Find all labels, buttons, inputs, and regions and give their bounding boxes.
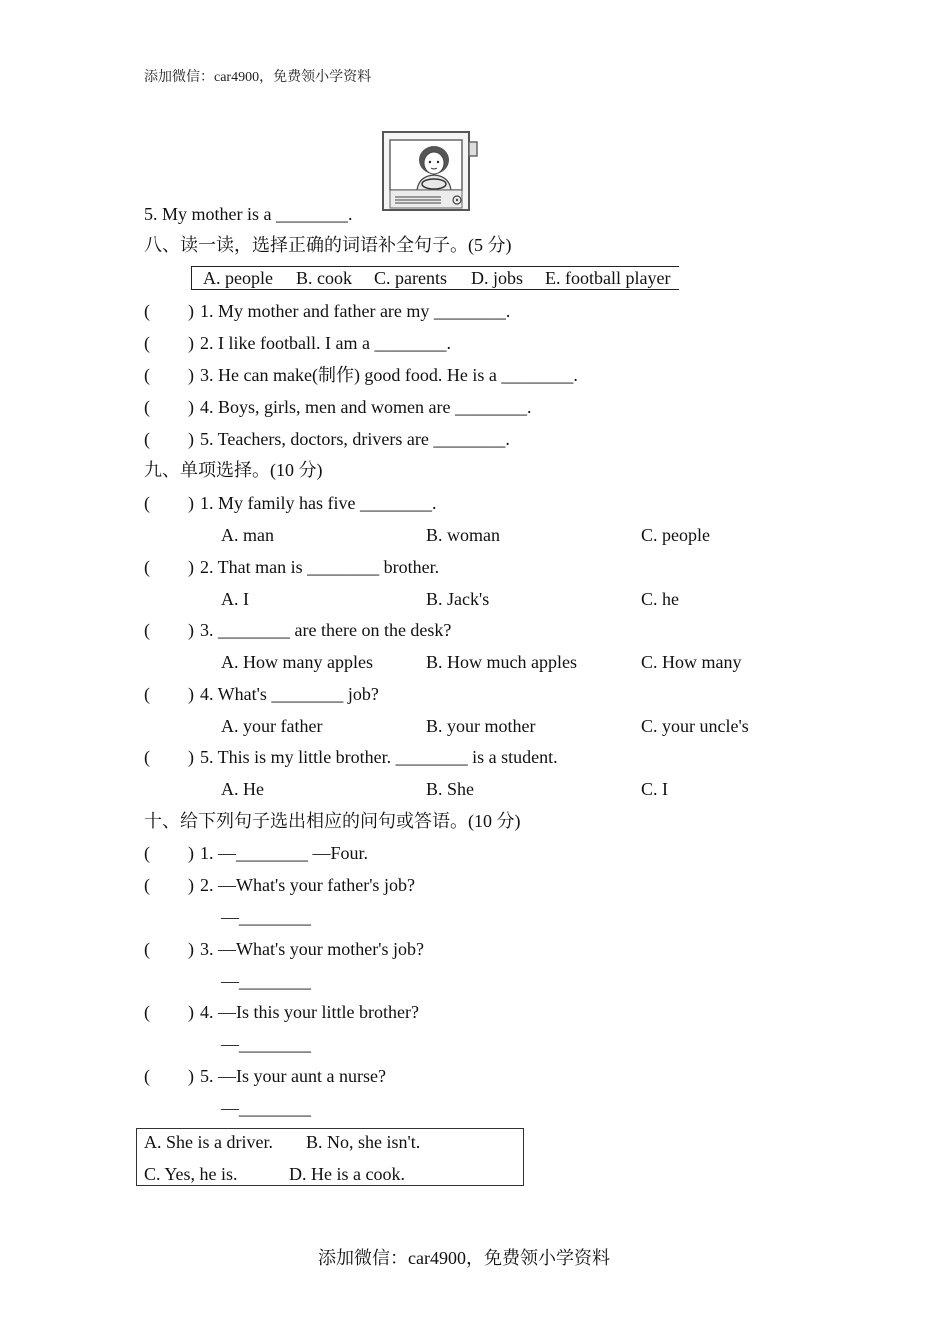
section9-title: 九、单项选择。(10 分) xyxy=(144,460,323,480)
option-b: B. Jack's xyxy=(426,589,490,609)
s10-question: 4. —Is this your little brother? xyxy=(200,1002,419,1022)
s9-question: 1. My family has five ________. xyxy=(200,493,437,513)
section8-title: 八、读一读，选择正确的词语补全句子。(5 分) xyxy=(144,235,512,255)
option-c: C. How many xyxy=(641,652,742,672)
option-c: C. Yes, he is. xyxy=(144,1164,238,1184)
s9-question: 5. This is my little brother. ________ is a student. xyxy=(200,747,558,767)
s10-question: 1. —________ —Four. xyxy=(200,843,369,863)
s9-question: 2. That man is ________ brother. xyxy=(200,557,440,577)
section10-title: 十、给下列句子选出相应的问句或答语。(10 分) xyxy=(144,811,521,831)
header-watermark: 添加微信：car4900，免费领小学资料 xyxy=(144,70,372,85)
option-c: C. he xyxy=(641,589,679,609)
word-bank-c: C. parents xyxy=(374,268,447,288)
option-a: A. I xyxy=(221,589,249,609)
s8-question: 5. Teachers, doctors, drivers are ________. xyxy=(200,429,510,449)
option-c: C. I xyxy=(641,779,668,799)
q5-text: 5. My mother is a ________. xyxy=(144,204,353,224)
option-c: C. your uncle's xyxy=(641,716,749,736)
option-a: A. She is a driver. xyxy=(144,1132,273,1152)
option-a: A. your father xyxy=(221,716,323,736)
footer-watermark: 添加微信：car4900，免费领小学资料 xyxy=(318,1248,610,1268)
s9-question: 4. What's ________ job? xyxy=(200,684,379,704)
option-b: B. No, she isn't. xyxy=(306,1132,421,1152)
option-d: D. He is a cook. xyxy=(289,1164,405,1184)
answer-blank: —________ xyxy=(221,907,311,927)
answer-blank: —________ xyxy=(221,1098,311,1118)
s10-question: 5. —Is your aunt a nurse? xyxy=(200,1066,386,1086)
word-bank-d: D. jobs xyxy=(471,268,524,288)
option-b: B. She xyxy=(426,779,475,799)
answer-blank: —________ xyxy=(221,1034,311,1054)
s8-question: 2. I like football. I am a ________. xyxy=(200,333,451,353)
word-bank-a: A. people xyxy=(203,268,273,288)
option-b: B. How much apples xyxy=(426,652,577,672)
s8-question: 3. He can make(制作) good food. He is a ________. xyxy=(200,365,578,385)
word-bank-b: B. cook xyxy=(296,268,352,288)
option-b: B. woman xyxy=(426,525,500,545)
option-a: A. He xyxy=(221,779,264,799)
option-b: B. your mother xyxy=(426,716,536,736)
s8-question: 4. Boys, girls, men and women are ________. xyxy=(200,397,532,417)
option-c: C. people xyxy=(641,525,710,545)
bus-driver-illustration xyxy=(381,130,481,212)
option-a: A. man xyxy=(221,525,274,545)
s9-question: 3. ________ are there on the desk? xyxy=(200,620,452,640)
word-bank-e: E. football player xyxy=(545,268,671,288)
s10-question: 2. —What's your father's job? xyxy=(200,875,415,895)
s8-question: 1. My mother and father are my ________. xyxy=(200,301,511,321)
option-a: A. How many apples xyxy=(221,652,373,672)
s10-question: 3. —What's your mother's job? xyxy=(200,939,424,959)
answer-blank: —________ xyxy=(221,971,311,991)
